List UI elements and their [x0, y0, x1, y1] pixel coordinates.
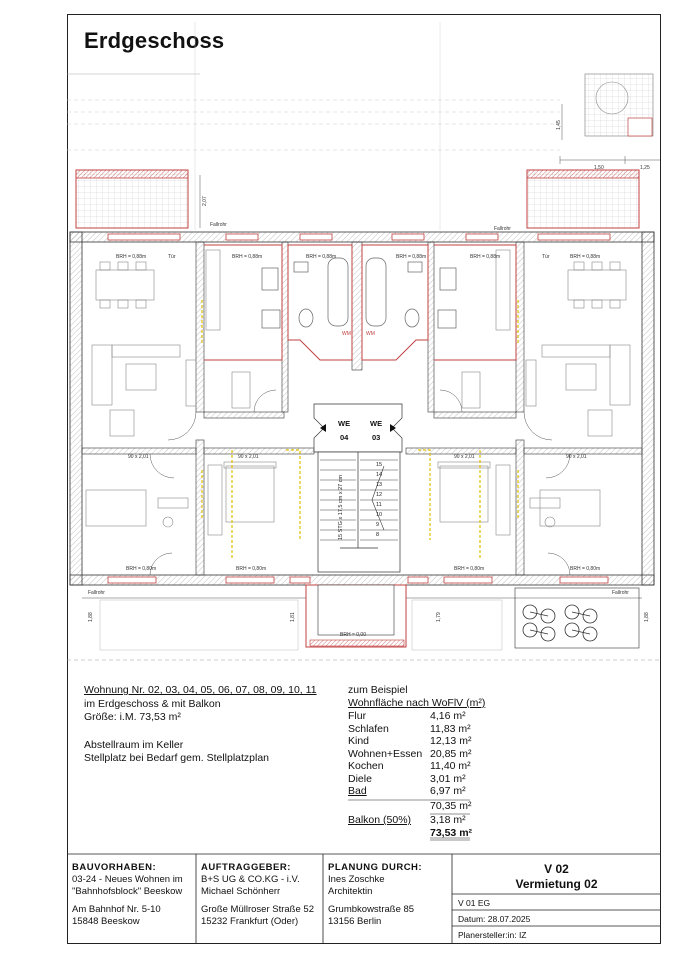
- fallrohr-label-1: Fallrohr: [210, 222, 227, 228]
- area-total: 73,53 m²: [430, 827, 473, 839]
- area-balcony-name: Balkon (50%): [348, 814, 412, 826]
- dim-188-right: 1,88: [644, 612, 650, 622]
- dim-207: 2,07: [202, 196, 208, 206]
- unit-size: Größe: i.M. 73,53 m²: [84, 711, 181, 723]
- we04-label-a: WE: [338, 419, 351, 428]
- area-row-value: 4,16 m²: [430, 710, 466, 722]
- area-balcony-row: [348, 814, 473, 828]
- area-row: [348, 785, 473, 799]
- unit-parking: Stellplatz bei Bedarf gem. Stellplatzplan: [84, 752, 270, 764]
- planner-block: [328, 862, 422, 928]
- unit-storage: Abstellraum im Keller: [84, 738, 184, 751]
- area-row-value: 6,97 m²: [430, 785, 466, 797]
- area-heading: zum Beispiel: [348, 684, 408, 696]
- drawing-date: Datum: 28.07.2025: [458, 914, 531, 924]
- step-11: 11: [376, 502, 382, 508]
- sheet-number: V 02: [544, 862, 569, 876]
- planner-line2: Architektin: [328, 886, 373, 897]
- dim-181: 1,81: [290, 612, 296, 622]
- drawing-author: Planersteller:in: IZ: [458, 930, 527, 940]
- unit-floor: im Erdgeschoss & mit Balkon: [84, 697, 221, 710]
- door-size-2: 90 x 2,01: [238, 454, 259, 460]
- door-size-1: 90 x 2,01: [128, 454, 149, 460]
- tuer-label-2: Tür: [542, 254, 550, 260]
- we04-label-b: 04: [340, 433, 349, 442]
- unit-numbers: Wohnung Nr. 02, 03, 04, 05, 06, 07, 08, 09, 10, 11: [84, 684, 317, 696]
- fallrohr-label-2: Fallrohr: [494, 226, 511, 232]
- area-table: [348, 684, 485, 710]
- client-line4: 15232 Frankfurt (Oder): [201, 916, 299, 927]
- wm-label-2: WM: [366, 331, 375, 337]
- area-row-name: Wohnen+Essen: [348, 747, 423, 760]
- planner-line4: 13156 Berlin: [328, 916, 382, 927]
- area-subtotal-row: [348, 800, 473, 814]
- we03-label-b: 03: [372, 433, 381, 442]
- step-9: 9: [376, 522, 380, 528]
- area-row-name: Flur: [348, 710, 367, 722]
- area-row-name: Diele: [348, 772, 372, 785]
- planner-heading: PLANUNG DURCH:: [328, 862, 423, 873]
- area-row-name: Schlafen: [348, 722, 389, 735]
- project-line3: Am Bahnhof Nr. 5-10: [72, 904, 161, 915]
- door-size-3: 90 x 2,01: [454, 454, 475, 460]
- dim-150: 1,50: [594, 165, 604, 171]
- dim-188-left: 1,88: [88, 612, 94, 622]
- area-balcony-value: 3,18 m²: [430, 814, 466, 826]
- brh-label-7: BRH = 0,80m: [126, 566, 157, 572]
- area-row-value: 11,40 m²: [430, 760, 471, 772]
- planner-line1: Ines Zoschke: [328, 874, 385, 885]
- area-row-value: 12,13 m²: [430, 735, 472, 747]
- project-line4: 15848 Beeskow: [72, 916, 140, 927]
- step-10: 10: [376, 512, 383, 518]
- area-row-value: 11,83 m²: [430, 722, 471, 735]
- brh-label-8: BRH = 0,80m: [236, 566, 267, 572]
- brh-label-11: BRH = 0,00: [340, 632, 366, 638]
- area-row-value: 20,85 m²: [430, 747, 472, 760]
- project-line2: "Bahnhofsblock" Beeskow: [72, 886, 183, 897]
- area-subtotal: 70,35 m²: [430, 800, 472, 812]
- dim-179: 1,79: [436, 612, 442, 622]
- step-15: 15: [376, 462, 383, 468]
- tuer-label-1: Tür: [168, 254, 176, 260]
- planner-line3: Grumbkowstraße 85: [328, 904, 415, 915]
- area-row-name: Kind: [348, 735, 370, 747]
- drawing-id: V 01 EG: [458, 898, 491, 908]
- brh-label-2: BRH = 0,88m: [232, 254, 263, 260]
- project-block: [72, 862, 183, 928]
- brh-label-4: BRH = 0,88m: [396, 254, 427, 260]
- dim-145: 1,45: [556, 120, 562, 130]
- step-13: 13: [376, 482, 383, 488]
- we03-label-a: WE: [370, 419, 383, 428]
- page-title: Erdgeschoss: [84, 28, 225, 53]
- project-line1: 03-24 - Neues Wohnen im: [72, 874, 183, 885]
- dim-125: 1,25: [640, 165, 650, 171]
- brh-label-6: BRH = 0,88m: [570, 254, 601, 260]
- fallrohr-label-4: Fallrohr: [612, 590, 629, 596]
- project-heading: BAUVORHABEN:: [72, 862, 157, 873]
- area-total-row: [348, 827, 473, 841]
- client-block: [201, 862, 314, 928]
- step-12: 12: [376, 492, 383, 498]
- area-row-name: Kochen: [348, 760, 384, 772]
- brh-label-9: BRH = 0,80m: [454, 566, 485, 572]
- client-line2: Michael Schönherr: [201, 886, 281, 897]
- step-8: 8: [376, 532, 380, 538]
- client-heading: AUFTRAGGEBER:: [201, 862, 291, 873]
- brh-label-3: BRH = 0,88m: [306, 254, 337, 260]
- client-line3: Große Müllroser Straße 52: [201, 904, 314, 915]
- area-subheading: Wohnfläche nach WoFlV (m²): [348, 697, 486, 709]
- wm-label-1: WM: [342, 331, 351, 337]
- stairs-label: 15 STG x 17,5 cm x 27 cm: [338, 474, 344, 540]
- fallrohr-label-3: Fallrohr: [88, 590, 105, 596]
- brh-label-5: BRH = 0,88m: [470, 254, 501, 260]
- brh-label-1: BRH = 0,88m: [116, 254, 147, 260]
- brh-label-10: BRH = 0,80m: [570, 566, 601, 572]
- step-14: 14: [376, 472, 383, 478]
- client-line1: B+S UG & CO.KG - i.V.: [201, 874, 300, 885]
- area-row-value: 3,01 m²: [430, 772, 466, 785]
- door-size-4: 90 x 2,01: [566, 454, 587, 460]
- sheet-title: Vermietung 02: [515, 877, 598, 891]
- unit-info: [84, 684, 317, 766]
- area-row-name: Bad: [348, 785, 367, 797]
